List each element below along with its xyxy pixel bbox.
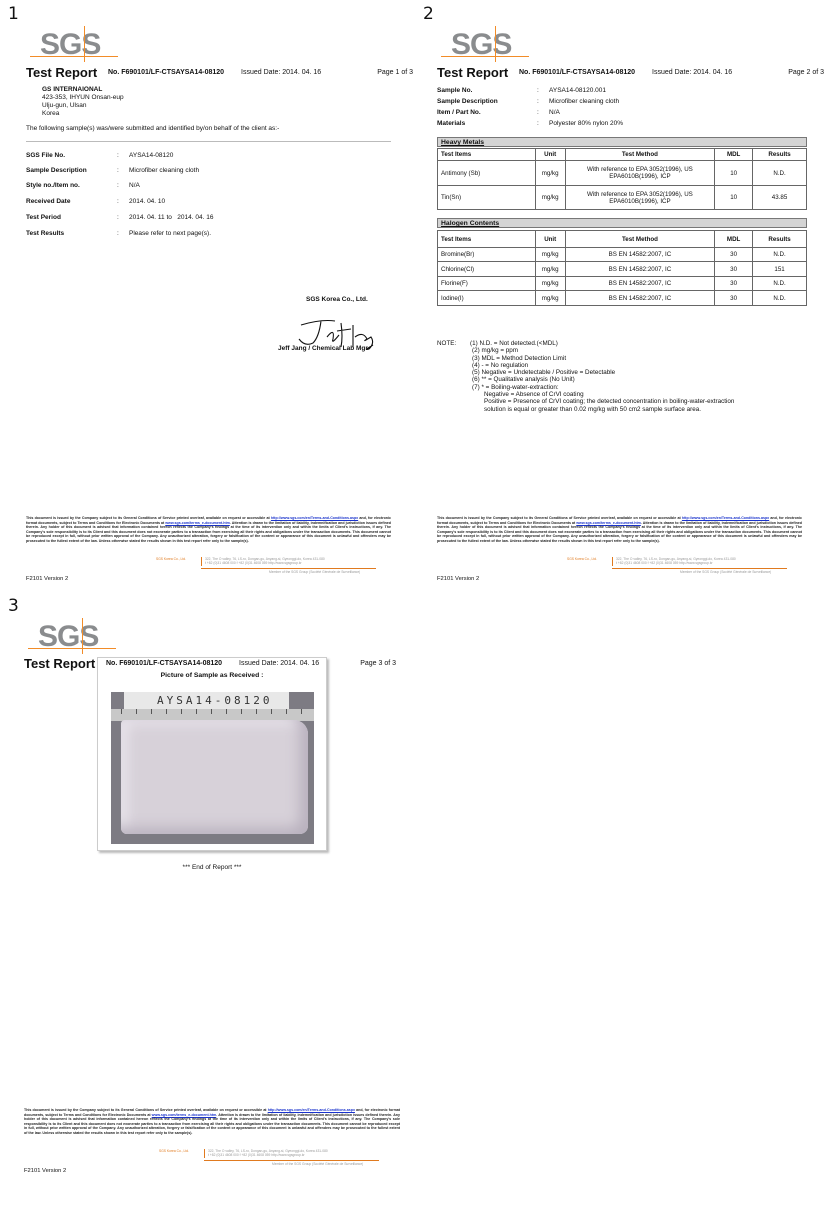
- table-header-row: Test Items Unit Test Method MDL Results: [438, 231, 807, 248]
- field-row: Test Results : Please refer to next page(s).: [26, 230, 212, 237]
- sample-photo: [111, 692, 314, 844]
- report-page-2: SGS Test Report No. F690101/LF-CTSAYSA14-08120 Issued Date: 2014. 04. 16 Page 2 of 3 Sample No. : AYSA14-08120.001 Sample Description : Microfiber cleaning cloth Item / Part No. : N/A Materials : Polyester 80% nylon 20% Heavy Metals Test Items Unit Test Method MDL Results Antimony (Sb) mg/kg With reference to EPA 3052(1996), US EPA6010B(1996), ICP 10 N.D. Tin(Sn) mg/kg With reference to EPA 3052(1996), US EPA6010B(1996), ICP 10 43.85 Halogen Contents Test Items Unit Test Method MDL Results Bromine(Br) mg/kg BS EN 14582:2007, IC 30 N.D. Chlorine(Cl) mg/kg BS EN 14582:2007, IC 30 151 Florine(F) mg/kg BS EN 14582:2007, IC 30 N.D. Iodine(I) mg/kg BS EN 14582:2007, IC 30 N.D. NOTE: (1) N.D. = Not detected.(<MDL) (2) mg/kg = ppm (3) MDL = Method Detection Limit (4) - = No regulation (5) Negative = Undetectable / Positive = Detectable (6) ** = Qualitative analysis (No Unit) (7) * = Boiling-water-extraction: Negative = Absence of CrVI coating Positive = Presence of CrVI coating; the detected concentration in boiling-water-extraction solution is equal or greater than 0.02 mg/kg with 50 cm2 sample surface area. This document is issued by the Company subject to its General Conditions of Service printed overleaf, available on request or accessible at http://www.sgs.com/en/Terms-and-Conditions.aspx and, for electronic format documents, subject to Terms and Conditions for Electronic Documents at www.sgs.com/terms_e-document.htm. Attention is drawn to the limitation of liability, indemnification and jurisdiction issues defined therein. Any holder of this document is advised that information contained hereon reflects the Company's findings at the time of its intervention only and within the limits of Client's instructions, if any. The Company's sole responsibility is to its Client and this document does not exonerate parties to a transaction from exercising all their rights and obligations under the transaction documents. This document cannot be reproduced except in full, without prior written approval of the Company. Any unauthorized alteration, forgery or falsification of the content or appearance of this document is unlawful and offenders may be prosecuted to the fullest extent of the law. Unless otherwise stated the results shown in this test report refer only to the sample(s). SGS Korea Co., Ltd. 322, The O valley, 76, LS-ro, Dongan-gu, Anyang-si, Gyeonggi-do, Korea 431-080 t +82 (0)31 4608 000 f +82 (0)31 4608 059 http://www.sgsgroup.kr Member of the SGS Group (Société Générale de Surveillance) F2101 Version 2: [437, 26, 830, 586]
- heavy-metals-heading: Heavy Metals: [437, 137, 807, 147]
- note-item: (5) Negative = Undetectable / Positive = Detectable: [472, 369, 616, 377]
- divider: [26, 141, 391, 142]
- report-title: Test Report: [26, 65, 98, 80]
- report-number: No. F690101/LF-CTSAYSA14-08120: [519, 69, 636, 76]
- form-version: F2101 Version 2: [26, 576, 69, 582]
- client-address-line: Ulju-gun, Ulsan: [42, 102, 87, 109]
- sample-info-row: Sample No. : AYSA14-08120.001: [437, 87, 606, 94]
- e-document-terms-link[interactable]: www.sgs.com/terms_e-document.htm: [576, 520, 641, 525]
- page-label: Page 2 of 3: [788, 69, 824, 76]
- field-row: Test Period : 2014. 04. 11 to 2014. 04. 16: [26, 214, 214, 221]
- note-item: (2) mg/kg = ppm: [472, 347, 519, 355]
- terms-link[interactable]: http://www.sgs.com/en/Terms-and-Conditions.aspx: [270, 516, 359, 520]
- signer-name: Jeff Jang / Chemical Lab Mgr: [278, 345, 368, 352]
- table-row: Chlorine(Cl) mg/kg BS EN 14582:2007, IC 30 151: [438, 262, 807, 277]
- company-name: SGS Korea Co., Ltd.: [306, 296, 368, 303]
- note-item: (7) * = Boiling-water-extraction:: [472, 383, 559, 391]
- halogen-contents-heading: Halogen Contents: [437, 218, 807, 228]
- field-row: Style no./Item no. : N/A: [26, 182, 140, 189]
- sample-picture-frame: [97, 657, 327, 851]
- report-title: Test Report: [24, 656, 96, 671]
- client-address: [42, 86, 124, 118]
- table-row: Florine(F) mg/kg BS EN 14582:2007, IC 30 N.D.: [438, 277, 807, 291]
- table-row: Tin(Sn) mg/kg With reference to EPA 3052(1996), US EPA6010B(1996), ICP 10 43.85: [438, 186, 807, 210]
- issued-date: Issued Date: 2014. 04. 16: [239, 660, 320, 667]
- form-version: F2101 Version 2: [24, 1168, 67, 1174]
- field-row: Sample Description : Microfiber cleaning cloth: [26, 167, 200, 174]
- halogen-contents-table: [437, 230, 807, 306]
- table-row: Antimony (Sb) mg/kg With reference to EPA 3052(1996), US EPA6010B(1996), ICP 10 N.D.: [438, 161, 807, 186]
- legal-disclaimer: This document is issued by the Company subject to its General Conditions of Service printed overleaf, available on request or accessible at http://www.sgs.com/en/Terms-and-Conditions.aspx and, for electronic format documents, subject to Terms and Conditions for Electronic Documents at www.sgs.com/terms_e-document.htm. Attention is drawn to the limitation of liability, indemnification and jurisdiction issues defined therein. Any holder of this document is advised that information contained hereon reflects the Company's findings at the time of its intervention only and within the limits of Client's instructions, if any. The Company's sole responsibility is to its Client and this document does not exonerate parties to a transaction from exercising all their rights and obligations under the transaction documents. This document cannot be reproduced except in full, without prior written approval of the Company. Any unauthorized alteration, forgery or falsification of the content or appearance of this document is unlawful and offenders may be prosecuted to the fullest extent of the law. Unless otherwise stated the results shown in this test report refer only to the sample(s).: [437, 516, 802, 543]
- table-row: Bromine(Br) mg/kg BS EN 14582:2007, IC 30 N.D.: [438, 248, 807, 262]
- note-item: (4) - = No regulation: [472, 361, 529, 369]
- sample-info-row: Sample Description : Microfiber cleaning cloth: [437, 98, 620, 105]
- page-number-1: 1: [8, 4, 19, 24]
- e-document-terms-link[interactable]: www.sgs.com/terms_e-document.htm: [151, 1112, 217, 1117]
- issued-date: Issued Date: 2014. 04. 16: [652, 69, 733, 76]
- report-number: No. F690101/LF-CTSAYSA14-08120: [108, 69, 225, 76]
- note-item: Negative = Absence of CrVI coating: [484, 391, 584, 399]
- field-row: SGS File No. : AYSA14-08120: [26, 152, 174, 159]
- sgs-logo: SGS: [38, 620, 108, 656]
- client-address-line: 423-353, IHYUN Onsan-eup: [42, 94, 124, 101]
- page-label: Page 3 of 3: [360, 660, 396, 667]
- terms-link[interactable]: http://www.sgs.com/en/Terms-and-Conditions.aspx: [681, 516, 770, 520]
- field-row: Received Date : 2014. 04. 10: [26, 198, 166, 205]
- page-number-3: 3: [8, 596, 19, 616]
- sample-info-row: Materials : Polyester 80% nylon 20%: [437, 120, 624, 127]
- report-number: No. F690101/LF-CTSAYSA14-08120: [106, 660, 223, 667]
- legal-disclaimer: This document is issued by the Company subject to its General Conditions of Service printed overleaf, available on request or accessible at http://www.sgs.com/en/Terms-and-Conditions.aspx and, for electronic format documents, subject to Terms and Conditions for Electronic Documents at www.sgs.com/terms_e-document.htm. Attention is drawn to the limitation of liability, indemnification and jurisdiction issues defined therein. Any holder of this document is advised that information contained hereon reflects the Company's findings at the time of its intervention only and within the limits of Client's instructions, if any. The Company's sole responsibility is to its Client and this document does not exonerate parties to a transaction from exercising all their rights and obligations under the transaction documents. This document cannot be reproduced except in full, without prior written approval of the Company. Any unauthorized alteration, forgery or falsification of the content or appearance of this document is unlawful and offenders may be prosecuted to the fullest extent of the law. Unless otherwise stated the results shown in this test report refer only to the sample(s).: [26, 516, 391, 543]
- page-number-2: 2: [423, 4, 434, 24]
- report-page-3: SGS Test Report No. F690101/LF-CTSAYSA14-08120 Issued Date: 2014. 04. 16 Page 3 of 3 Picture of Sample as Received : AYSA14-08120 *** End of Report *** This document is issued by the Company subject to its General Conditions of Service printed overleaf, available on request or accessible at http://www.sgs.com/en/Terms-and-Conditions.aspx and, for electronic format documents, subject to Terms and Conditions for Electronic Documents at www.sgs.com/terms_e-document.htm. Attention is drawn to the limitation of liability, indemnification and jurisdiction issues defined therein. Any holder of this document is advised that information contained hereon reflects the Company's findings at the time of its intervention only and within the limits of Client's instructions, if any. The Company's sole responsibility is to its Client and this document does not exonerate parties to a transaction from exercising all their rights and obligations under the transaction documents. This document cannot be reproduced except in full, without prior written approval of the Company. Any unauthorized alteration, forgery or falsification of the content or appearance of this document is unlawful and offenders may be prosecuted to the fullest extent of the law. Unless otherwise stated the results shown in this test report refer only to the sample(s). SGS Korea Co., Ltd. 322, The O valley, 76, LS-ro, Dongan-gu, Anyang-si, Gyeonggi-do, Korea 431-080 t +82 (0)31 4608 000 f +82 (0)31 4608 059 http://www.sgsgroup.kr Member of the SGS Group (Société Générale de Surveillance) F2101 Version 2: [24, 620, 400, 1174]
- e-document-terms-link[interactable]: www.sgs.com/terms_e-document.htm: [165, 520, 230, 525]
- note-item: solution is equal or greater than 0.02 mg/kg with 50 cm2 sample surface area.: [484, 405, 702, 413]
- legal-disclaimer: This document is issued by the Company subject to its General Conditions of Service printed overleaf, available on request or accessible at http://www.sgs.com/en/Terms-and-Conditions.aspx and, for electronic format documents, subject to Terms and Conditions for Electronic Documents at www.sgs.com/terms_e-document.htm. Attention is drawn to the limitation of liability, indemnification and jurisdiction issues defined therein. Any holder of this document is advised that information contained hereon reflects the Company's findings at the time of its intervention only and within the limits of Client's instructions, if any. The Company's sole responsibility is to its Client and this document does not exonerate parties to a transaction from exercising all their rights and obligations under the transaction documents. This document cannot be reproduced except in full, without prior written approval of the Company. Any unauthorized alteration, forgery or falsification of the content or appearance of this document is unlawful and offenders may be prosecuted to the fullest extent of the law. Unless otherwise stated the results shown in this test report refer only to the sample(s).: [24, 1108, 400, 1135]
- note-item: (3) MDL = Method Detection Limit: [472, 354, 567, 362]
- report-header: [437, 65, 830, 81]
- report-header: [26, 65, 421, 81]
- page-label: Page 1 of 3: [377, 69, 413, 76]
- sample-label-tag: AYSA14-08120: [124, 692, 289, 709]
- intro-text: The following sample(s) was/were submitted and identified by/on behalf of the client as:-: [26, 125, 280, 132]
- client-name: GS INTERNAIONAL: [42, 86, 103, 93]
- sgs-logo: SGS: [40, 28, 110, 64]
- table-row: Iodine(I) mg/kg BS EN 14582:2007, IC 30 N.D.: [438, 291, 807, 306]
- table-header-row: Test Items Unit Test Method MDL Results: [438, 149, 807, 161]
- terms-link[interactable]: http://www.sgs.com/en/Terms-and-Conditions.aspx: [267, 1108, 355, 1112]
- heavy-metals-table: [437, 148, 807, 210]
- client-country: Korea: [42, 110, 60, 117]
- issued-date: Issued Date: 2014. 04. 16: [241, 69, 322, 76]
- picture-title: Picture of Sample as Received :: [160, 672, 264, 679]
- form-version: F2101 Version 2: [437, 576, 480, 582]
- report-page-1: SGS Test Report No. F690101/LF-CTSAYSA14-08120 Issued Date: 2014. 04. 16 Page 1 of 3 GS INTERNAIONAL 423-353, IHYUN Onsan-eup Ulju-gun, Ulsan Korea The following sample(s) was/were submitted and identified by/on behalf of the client as:- SGS File No. : AYSA14-08120 Sample Description : Microfiber cleaning cloth Style no./Item no. : N/A Received Date : 2014. 04. 10 Test Period : 2014. 04. 11 to 2014. 04. 16 Test Results : Please refer to next page(s). SGS Korea Co., Ltd. Jeff Jang / Chemical Lab Mgr This document is issued by the Company subject to its General Conditions of Service printed overleaf, available on request or accessible at http://www.sgs.com/en/Terms-and-Conditions.aspx and, for electronic format documents, subject to Terms and Conditions for Electronic Documents at www.sgs.com/terms_e-document.htm. Attention is drawn to the limitation of liability, indemnification and jurisdiction issues defined therein. Any holder of this document is advised that information contained hereon reflects the Company's findings at the time of its intervention only and within the limits of Client's instructions, if any. The Company's sole responsibility is to its Client and this document does not exonerate parties to a transaction from exercising all their rights and obligations under the transaction documents. This document cannot be reproduced except in full, without prior written approval of the Company. Any unauthorized alteration, forgery or falsification of the content or appearance of this document is unlawful and offenders may be prosecuted to the fullest extent of the law. Unless otherwise stated the results shown in this test report refer only to the sample(s). SGS Korea Co., Ltd. 322, The O valley, 76, LS-ro, Dongan-gu, Anyang-si, Gyeonggi-do, Korea 431-080 t +82 (0)31 4608 000 f +82 (0)31 4608 059 http://www.sgsgroup.kr Member of the SGS Group (Société Générale de Surveillance) F2101 Version 2: [26, 26, 421, 586]
- note-label: NOTE:: [437, 340, 457, 347]
- report-title: Test Report: [437, 65, 509, 80]
- microfiber-cloth: [121, 720, 308, 834]
- end-of-report: *** End of Report ***: [182, 864, 242, 871]
- sample-info-row: Item / Part No. : N/A: [437, 109, 560, 116]
- note-item: (6) ** = Qualitative analysis (No Unit): [472, 376, 575, 384]
- sgs-logo: SGS: [451, 28, 521, 64]
- note-item: Positive = Presence of CrVI coating; the detected concentration in boiling-water-extraction: [484, 398, 735, 406]
- note-item: (1) N.D. = Not detected.(<MDL): [470, 340, 558, 347]
